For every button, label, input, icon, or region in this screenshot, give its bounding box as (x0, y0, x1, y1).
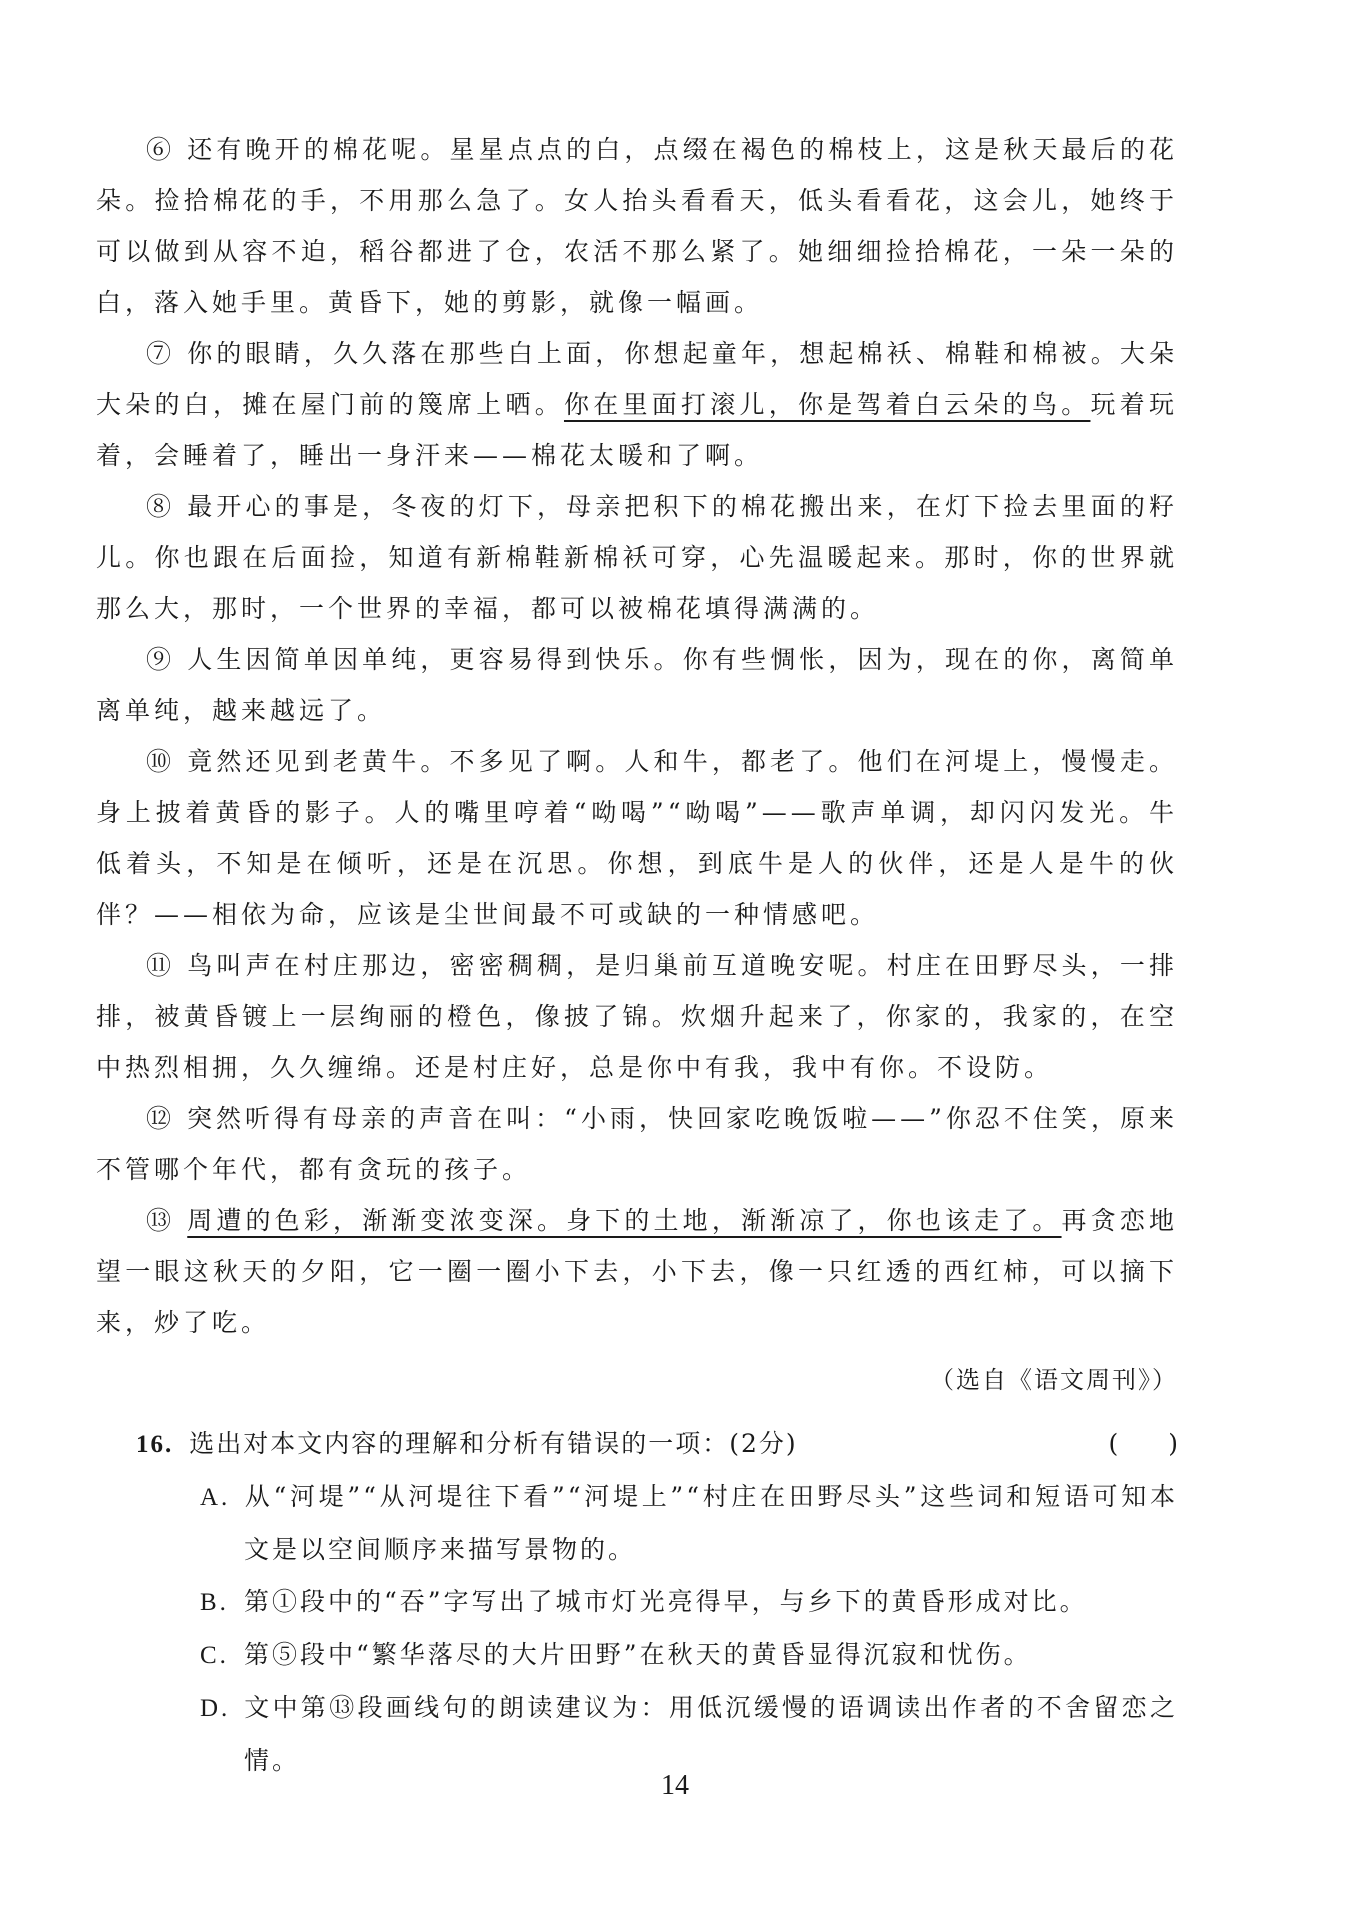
paragraph-number: ⑩ (146, 747, 176, 776)
option-a (96, 1471, 1178, 1576)
paragraph-13 (96, 1195, 1178, 1348)
paragraph-12 (96, 1093, 1178, 1195)
paragraph-text: 还有晚开的棉花呢。星星点点的白，点缀在褐色的棉枝上，这是秋天最后的花朵。捡拾棉花的手，不用那么急了。女人抬头看看天，低头看看花，这会儿，她终于可以做到从容不迫，稻谷都进了仓，农活不那么紧了。她细细捡拾棉花，一朵一朵的白，落入她手里。黄昏下，她的剪影，就像一幅画。 (96, 135, 1178, 317)
paragraph-number: ⑧ (146, 492, 176, 521)
paragraph-text: 最开心的事是，冬夜的灯下，母亲把积下的棉花搬出来，在灯下捡去里面的籽儿。你也跟在后面捡，知道有新棉鞋新棉袄可穿，心先温暖起来。那时，你的世界就那么大，那时，一个世界的幸福，都可以被棉花填得满满的。 (96, 492, 1178, 623)
option-text: 文中第⑬段画线句的朗读建议为：用低沉缓慢的语调读出作者的不舍留恋之情。 (244, 1693, 1178, 1775)
paragraph-text-continued: 玩着玩着，会睡着了，睡出一身汗来——棉花太暖和了啊。 (96, 390, 1178, 470)
paragraph-7 (96, 328, 1178, 481)
paragraph-number: ⑬ (146, 1206, 176, 1235)
paragraph-number: ⑦ (146, 339, 176, 368)
question-header (96, 1418, 1178, 1471)
answer-blank: ( ) (1108, 1429, 1178, 1458)
question-stem: 选出对本文内容的理解和分析有错误的一项：(2分) (189, 1429, 798, 1458)
paragraph-8 (96, 481, 1178, 634)
paragraph-number: ⑨ (146, 645, 176, 674)
option-text: 第⑤段中“繁华落尽的大片田野”在秋天的黄昏显得沉寂和忧伤。 (244, 1640, 1032, 1669)
source-citation: （选自《语文周刊》） (930, 1366, 1178, 1394)
paragraph-text: 突然听得有母亲的声音在叫：“小雨，快回家吃晚饭啦——”你忍不住笑，原来不管哪个年代，都有贪玩的孩子。 (96, 1104, 1178, 1184)
paragraph-10 (96, 736, 1178, 940)
paragraph-9 (96, 634, 1178, 736)
underlined-sentence: 你在里面打滚儿，你是驾着白云朵的鸟。 (563, 390, 1091, 419)
paragraph-number: ⑪ (146, 951, 176, 980)
option-letter: D. (200, 1695, 231, 1722)
option-letter: C. (200, 1642, 229, 1669)
underlined-sentence: 周遭的色彩，渐渐变浓变深。身下的土地，渐渐凉了，你也该走了。 (187, 1206, 1062, 1235)
paragraph-text: 人生因简单因单纯，更容易得到快乐。你有些惆怅，因为，现在的你，离简单离单纯，越来越远了。 (96, 645, 1178, 725)
option-b (96, 1576, 1178, 1629)
paragraph-number: ⑥ (146, 135, 176, 164)
option-c (96, 1629, 1178, 1682)
question-16 (96, 1418, 1178, 1787)
option-text: 第①段中的“吞”字写出了城市灯光亮得早，与乡下的黄昏形成对比。 (244, 1587, 1088, 1616)
page-number: 14 (661, 1770, 689, 1801)
question-number: 16. (136, 1431, 174, 1458)
paragraph-text: 你的眼睛，久久落在那些白上面，你想起童年，想起棉袄、棉鞋和棉被。大朵大朵的白，摊在屋门前的篾席上晒。 (96, 339, 1178, 419)
option-letter: B. (200, 1589, 229, 1616)
option-text: 从“河堤”“从河堤往下看”“河堤上”“村庄在田野尽头”这些词和短语可知本文是以空间顺序来描写景物的。 (244, 1482, 1178, 1564)
paragraph-text-continued: 再贪恋地望一眼这秋天的夕阳，它一圈一圈小下去，小下去，像一只红透的西红柿，可以摘下来，炒了吃。 (96, 1206, 1178, 1337)
paragraph-text: 竟然还见到老黄牛。不多见了啊。人和牛，都老了。他们在河堤上，慢慢走。身上披着黄昏的影子。人的嘴里哼着“呦喝”“呦喝”——歌声单调，却闪闪发光。牛低着头，不知是在倾听，还是在沉思。你想，到底牛是人的伙伴，还是人是牛的伙伴？——相依为命，应该是尘世间最不可或缺的一种情感吧。 (96, 747, 1178, 929)
paragraph-6 (96, 124, 1178, 328)
paragraph-number: ⑫ (146, 1104, 176, 1133)
option-letter: A. (200, 1484, 231, 1511)
document-page (96, 124, 1178, 1787)
paragraph-text: 鸟叫声在村庄那边，密密稠稠，是归巢前互道晚安呢。村庄在田野尽头，一排排，被黄昏镀上一层绚丽的橙色，像披了锦。炊烟升起来了，你家的，我家的，在空中热烈相拥，久久缠绵。还是村庄好，总是你中有我，我中有你。不设防。 (96, 951, 1178, 1082)
paragraph-11 (96, 940, 1178, 1093)
